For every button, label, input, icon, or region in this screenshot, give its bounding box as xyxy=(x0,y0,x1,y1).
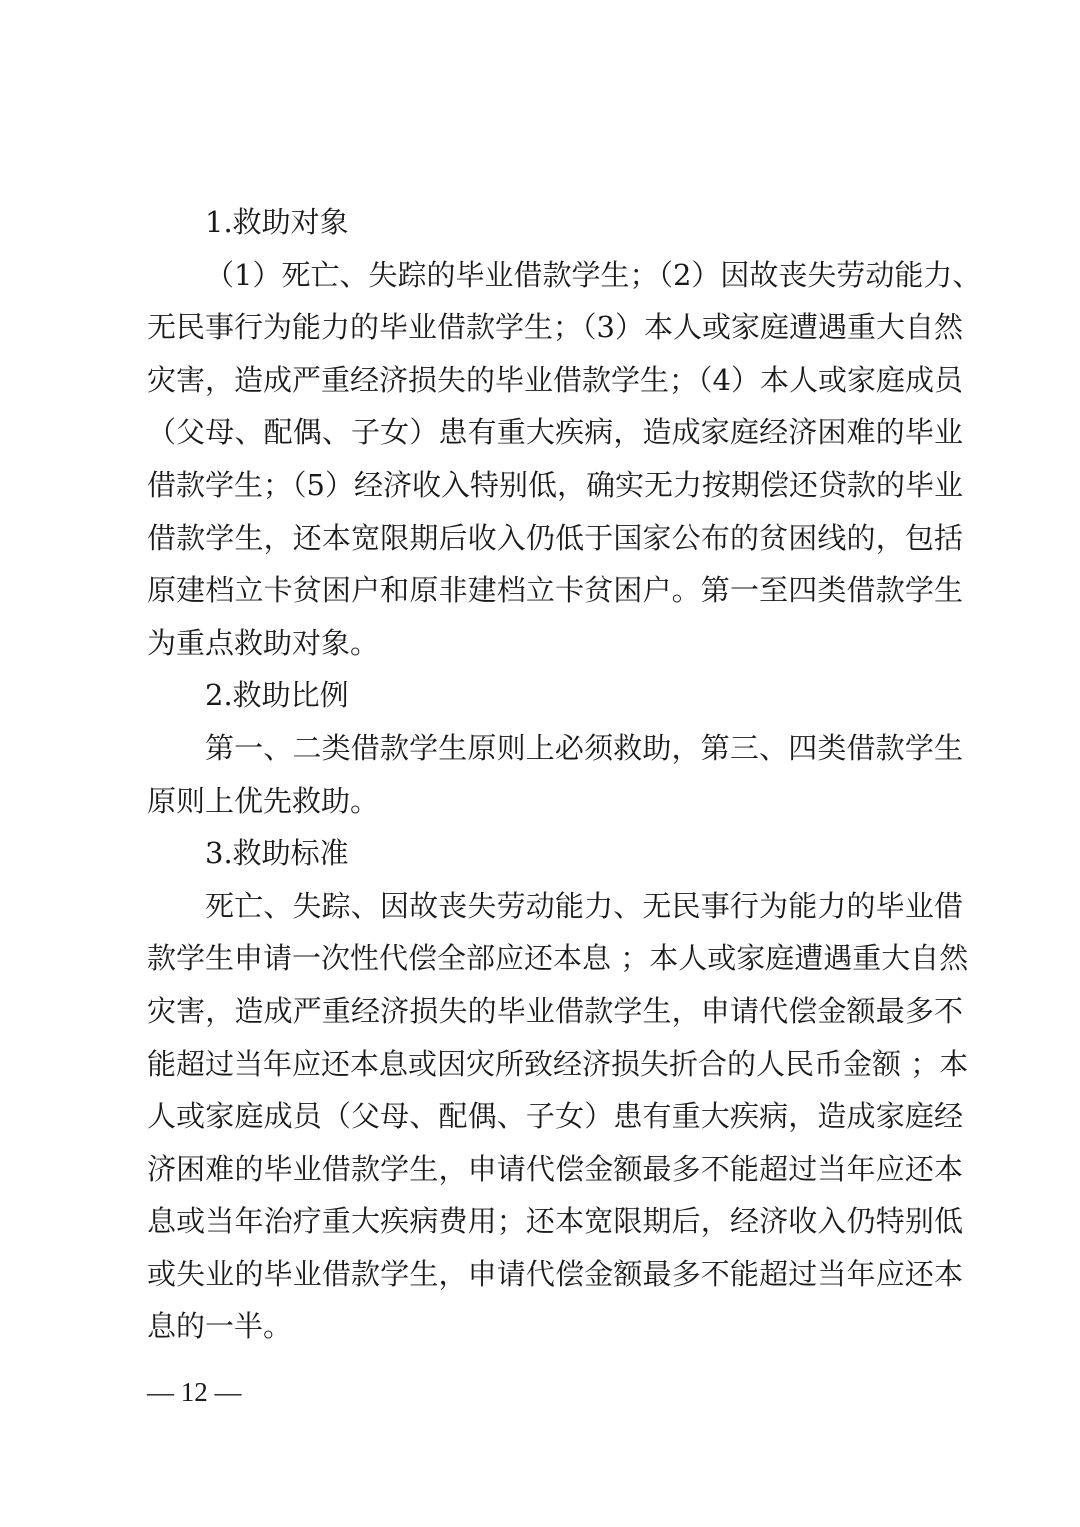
paragraph-line: 能超过当年应还本息或因灾所致经济损失折合的人民币金额 ；本 xyxy=(147,1046,969,1081)
paragraph-line: 原建档立卡贫困户和原非建档立卡贫困户。第一至四类借款学生 xyxy=(147,573,963,608)
paragraph-line: 无民事行为能力的毕业借款学生；（3）本人或家庭遭遇重大自然 xyxy=(147,310,963,345)
paragraph-line: 借款学生；（5）经济收入特别低，确实无力按期偿还贷款的毕业 xyxy=(147,467,963,502)
paragraph-line: 息的一半。 xyxy=(147,1309,293,1344)
document-body xyxy=(147,196,982,1353)
paragraph-line: 原则上优先救助。 xyxy=(147,783,380,818)
paragraph-line: 第一、二类借款学生原则上必须救助，第三、四类借款学生 xyxy=(205,730,963,765)
paragraph-line: 为重点救助对象。 xyxy=(147,625,380,660)
paragraph-line: 借款学生，还本宽限期后收入仍低于国家公布的贫困线的，包括 xyxy=(147,520,963,555)
paragraph-line: 济困难的毕业借款学生，申请代偿金额最多不能超过当年应还本 xyxy=(147,1151,963,1186)
paragraph-line: 灾害，造成严重经济损失的毕业借款学生，申请代偿金额最多不 xyxy=(147,993,963,1028)
section-heading-1: 1.救助对象 xyxy=(205,205,349,239)
paragraph-line: 或失业的毕业借款学生，申请代偿金额最多不能超过当年应还本 xyxy=(147,1256,963,1291)
paragraph-line: 人或家庭成员（父母、配偶、子女）患有重大疾病，造成家庭经 xyxy=(147,1099,963,1134)
section-heading-3: 3.救助标准 xyxy=(205,836,349,871)
paragraph-line: 灾害，造成严重经济损失的毕业借款学生；（4）本人或家庭成员 xyxy=(147,362,963,397)
paragraph-line: （1）死亡、失踪的毕业借款学生；（2）因故丧失劳动能力、 xyxy=(205,257,982,292)
section-heading-2: 2.救助比例 xyxy=(205,678,349,713)
paragraph-line: （父母、配偶、子女）患有重大疾病，造成家庭经济困难的毕业 xyxy=(147,415,963,450)
paragraph-line: 息或当年治疗重大疾病费用；还本宽限期后，经济收入仍特别低 xyxy=(147,1204,963,1239)
paragraph-line: 款学生申请一次性代偿全部应还本息 ；本人或家庭遭遇重大自然 xyxy=(147,941,969,976)
page-number: — 12 — xyxy=(147,1377,242,1407)
paragraph-line: 死亡、失踪、因故丧失劳动能力、无民事行为能力的毕业借 xyxy=(205,888,963,923)
